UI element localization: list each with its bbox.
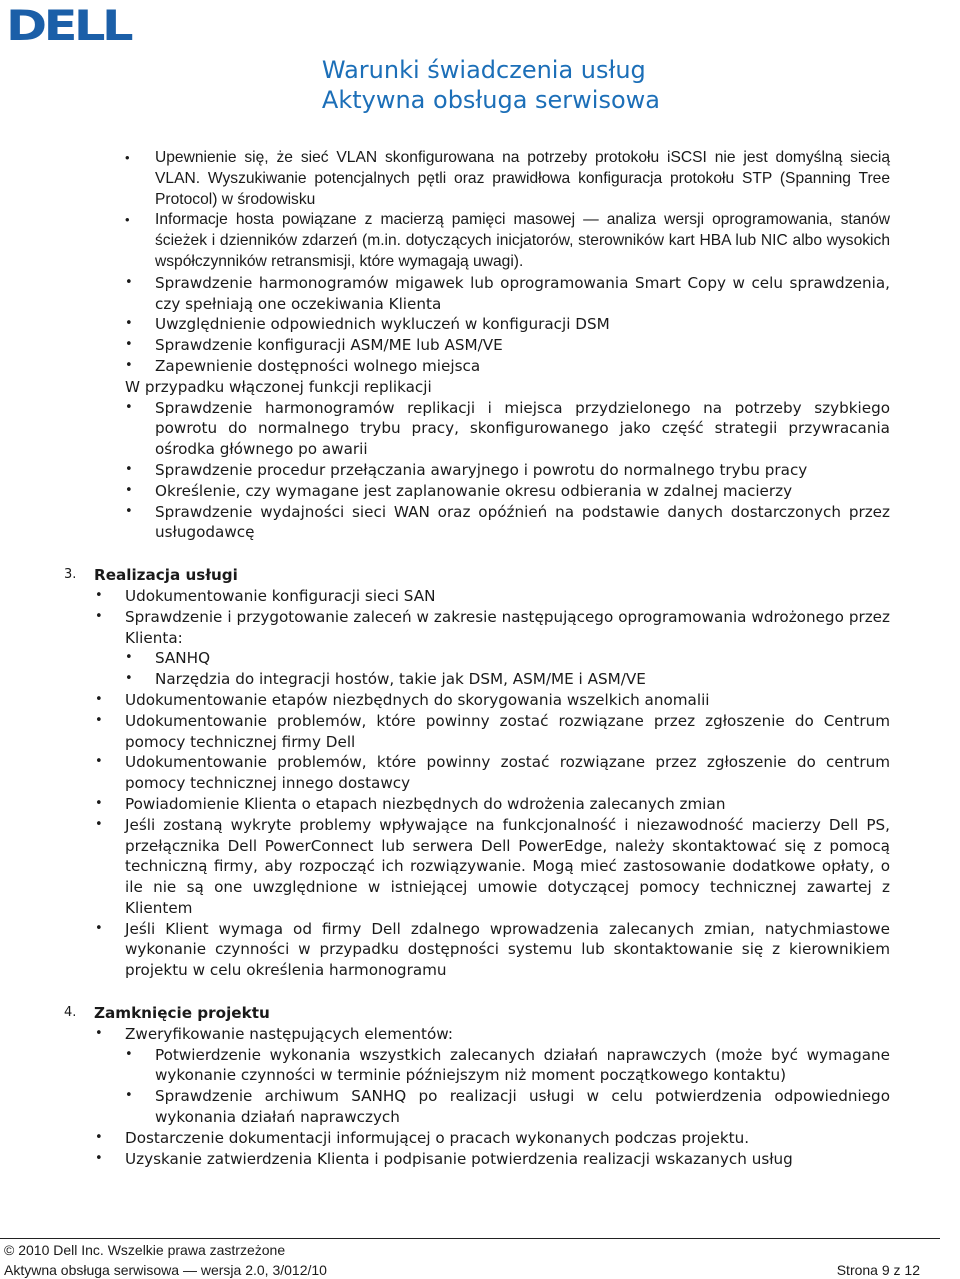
list-item: • Jeśli zostaną wykryte problemy wpływające na funkcjonalność i niezawodność macierzy Dell PS, przełącznika Dell PowerConnect lub serwera Dell PowerEdge, należy skontaktować się z pomocą techniczną firmy, aby rozpocząć ich rozwiązywanie. Mogą mieć zastosowanie dodatkowe opłaty, o ile nie są one uwzględnione w istniejącej umowie dotyczącej pomocy technicznej zawartej z Klientem [0, 815, 960, 919]
document-header [322, 55, 660, 115]
section-title: Zamknięcie projektu [94, 1004, 270, 1023]
list-item: • Sprawdzenie harmonogramów replikacji i miejsca przydzielonego na potrzeby szybkiego powrotu do normalnego trybu pracy, skonfigurowanego jako część strategii przywracania ośrodka głównego po awarii [0, 398, 960, 460]
list-item: • Dostarczenie dokumentacji informującej o pracach wykonanych podczas projektu. [0, 1128, 960, 1149]
page-number: Strona 9 z 12 [836, 1262, 920, 1278]
list-item: • Powiadomienie Klienta o etapach niezbędnych do wdrożenia zalecanych zmian [0, 794, 960, 815]
list-item: • Udokumentowanie konfiguracji sieci SAN [0, 586, 960, 607]
section-number: 4. [64, 1005, 77, 1021]
list-item: • Zapewnienie dostępności wolnego miejsca [0, 356, 960, 377]
document-subtitle: Aktywna obsługa serwisowa [321, 86, 660, 114]
document-version: Aktywna obsługa serwisowa — wersja 2.0, 3/012/10 [4, 1262, 327, 1278]
list-item: • Udokumentowanie etapów niezbędnych do skorygowania wszelkich anomalii [0, 690, 960, 711]
section-number: 3. [64, 567, 77, 583]
list-item: • Sprawdzenie wydajności sieci WAN oraz opóźnień na podstawie danych dostarczonych przez usługodawcę [0, 502, 960, 544]
list-item: • Informacje hosta powiązane z macierzą pamięci masowej — analiza wersji oprogramowania, stanów ścieżek i dzienników zdarzeń (m.in. dotyczących inicjatorów, sterowników kart HBA lub NIC albo wysokich współczynników retransmisji, które wymagają uwagi). [0, 210, 960, 272]
list-item: • Uzyskanie zatwierdzenia Klienta i podpisanie potwierdzenia realizacji wskazanych usług [0, 1149, 960, 1170]
sub-list-item: • Potwierdzenie wykonania wszystkich zalecanych działań naprawczych (może być wymagane wykonanie czynności w terminie późniejszym niż moment początkowego kontaktu) [0, 1045, 960, 1087]
footer-divider [0, 1238, 940, 1239]
continued-checklist [0, 148, 960, 377]
list-item: • Określenie, czy wymagane jest zaplanowanie okresu odbierania w zdalnej macierzy [0, 481, 960, 502]
list-item: • Udokumentowanie problemów, które powinny zostać rozwiązane przez zgłoszenie do Centrum pomocy technicznej firmy Dell [0, 711, 960, 753]
dell-logo [4, 2, 136, 46]
list-item: • Sprawdzenie procedur przełączania awaryjnego i powrotu do normalnego trybu pracy [0, 460, 960, 481]
section-3-list [0, 586, 960, 981]
list-item: • Udokumentowanie problemów, które powinny zostać rozwiązane przez zgłoszenie do centrum pomocy technicznej innego dostawcy [0, 752, 960, 794]
list-item: • Zweryfikowanie następujących elementów: [0, 1024, 960, 1045]
section-4-heading [0, 1003, 960, 1024]
section-3-heading [0, 565, 960, 586]
sub-list-item: • Narzędzia do integracji hostów, takie jak DSM, ASM/ME i ASM/VE [0, 669, 960, 690]
sub-list-item: • Sprawdzenie archiwum SANHQ po realizacji usługi w celu potwierdzenia odpowiedniego wykonania działań naprawczych [0, 1086, 960, 1128]
list-item: • Jeśli Klient wymaga od firmy Dell zdalnego wprowadzenia zalecanych zmian, natychmiastowe wykonanie czynności w przypadku dostępności systemu lub skontaktowanie się z kierownikiem projektu w celu określenia harmonogramu [0, 919, 960, 981]
list-item: • Sprawdzenie harmonogramów migawek lub oprogramowania Smart Copy w celu sprawdzenia, czy spełniają one oczekiwania Klienta [0, 273, 960, 315]
document-body [0, 148, 960, 1169]
document-title: Warunki świadczenia usług [321, 56, 646, 84]
list-item: • Sprawdzenie konfiguracji ASM/ME lub ASM/VE [0, 335, 960, 356]
replication-heading: W przypadku włączonej funkcji replikacji [125, 377, 432, 396]
list-item: • Uwzględnienie odpowiednich wykluczeń w konfiguracji DSM [0, 314, 960, 335]
list-item: • Upewnienie się, że sieć VLAN skonfigurowana na potrzeby protokołu iSCSI nie jest domyślną siecią VLAN. Wyszukiwanie potencjalnych pętli oraz prawidłowa konfiguracja protokołu STP (Spanning Tree Protocol) w środowisku [0, 148, 960, 210]
sub-list-item: • SANHQ [0, 648, 960, 669]
copyright-text: © 2010 Dell Inc. Wszelkie prawa zastrzeżone [4, 1242, 286, 1258]
section-title: Realizacja usługi [94, 566, 238, 585]
logo-wordmark: DELL [6, 2, 133, 46]
section-4-list [0, 1024, 960, 1170]
list-item: • Sprawdzenie i przygotowanie zaleceń w zakresie następującego oprogramowania wdrożonego przez Klienta: [0, 607, 960, 649]
replication-list [0, 398, 960, 544]
